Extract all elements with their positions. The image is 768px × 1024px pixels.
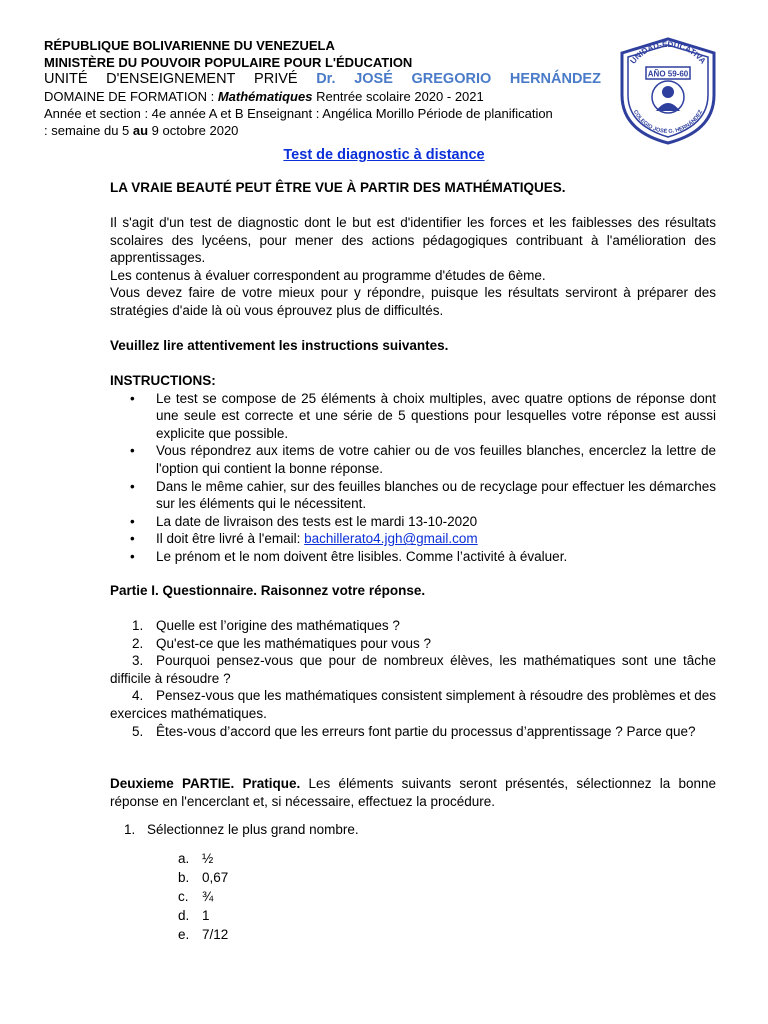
part1-heading: Partie I. Questionnaire. Raisonnez votre réponse. (110, 583, 426, 598)
question-item: 4. Pensez-vous que les mathématiques consistent simplement à résoudre des problèmes et des exercices mathématiques. (110, 688, 716, 721)
read-note: Veuillez lire attentivement les instructions suivantes. (110, 338, 449, 353)
instructions-section (110, 372, 716, 566)
svg-text:AÑO 59-60: AÑO 59-60 (647, 69, 689, 79)
email-link[interactable]: bachillerato4.jgh@gmail.com (304, 531, 478, 547)
list-item: • Vous répondrez aux items de votre cahier ou de vos feuilles blanches, encerclez la lettre de l'option qui contient la bonne réponse. (110, 442, 716, 477)
option-c[interactable]: c. ¾ (178, 889, 214, 904)
option-e[interactable]: e. 7/12 (178, 927, 229, 942)
instructions-heading: INSTRUCTIONS: (110, 373, 216, 388)
school-logo (614, 37, 722, 145)
list-item: • Dans le même cahier, sur des feuilles blanches ou de recyclage pour effectuer les démarches sur les éléments qui le nécessitent. (110, 478, 716, 513)
document-header (44, 37, 609, 139)
list-item: • La date de livraison des tests est le mardi 13-10-2020 (110, 513, 716, 531)
header-domain: DOMAINE DE FORMATION : Mathématiques Rentrée scolaire 2020 - 2021 (44, 89, 484, 104)
part2-intro: Deuxieme PARTIE. Pratique. Les éléments suivants seront présentés, sélectionnez la bonne réponse en l'encerclant et, si nécessaire, effectuez la procédure. (110, 776, 716, 809)
motto: LA VRAIE BEAUTÉ PEUT ÊTRE VUE À PARTIR DES MATHÉMATIQUES. (110, 180, 566, 195)
header-republic: RÉPUBLIQUE BOLIVARIENNE DU VENEZUELA (44, 38, 335, 53)
svg-text:COLEGIO JOSÉ G. HERNÁNDEZ: COLEGIO JOSÉ G. HERNÁNDEZ (631, 109, 705, 135)
header-year-section: Année et section : 4e année A et B Enseignant : Angélica Morillo Période de planification (44, 106, 553, 121)
intro-paragraph: Vous devez faire de votre mieux pour y répondre, puisque les résultats serviront à préparer des stratégies d'aide là où vous éprouvez plus de difficultés. (110, 285, 716, 318)
option-d[interactable]: d. 1 (178, 908, 210, 923)
answer-options (178, 849, 228, 944)
intro-paragraph: Les contenus à évaluer correspondent au programme d'études de 6ème. (110, 267, 546, 283)
question-item: 2. Qu'est-ce que les mathématiques pour vous ? (132, 635, 431, 651)
svg-text:UNIDAD-EDUCATIVA: UNIDAD-EDUCATIVA (628, 39, 708, 66)
option-a[interactable]: a. ½ (178, 851, 214, 866)
header-ministry: MINISTÈRE DU POUVOIR POPULAIRE POUR L'ÉDUCATION (44, 55, 413, 70)
intro-paragraph: Il s'agit d'un test de diagnostic dont le but est d'identifier les forces et les faiblesses des résultats scolaires des lycéens, pour mener des actions pédagogiques contribuant à l'amélioration des apprentissages. (110, 215, 716, 266)
list-item: • Le test se compose de 25 éléments à choix multiples, avec quatre options de réponse dont une seule est correcte et une série de 5 questions pour lesquelles votre réponse est aussi explicite que possible. (110, 390, 716, 443)
question-item: 5. Êtes-vous d’accord que les erreurs font partie du processus d’apprentissage ? Parce que? (132, 723, 696, 739)
question-item: 1. Quelle est l’origine des mathématiques ? (132, 618, 400, 633)
part1-questions (110, 617, 716, 740)
instructions-list (110, 390, 716, 566)
question-item: 3. Pourquoi pensez-vous que pour de nombreux élèves, les mathématiques sont une tâche difficile à résoudre ? (110, 653, 716, 686)
practice-question-1: 1. Sélectionnez le plus grand nombre. (124, 822, 359, 837)
header-week: : semaine du 5 au 9 octobre 2020 (44, 123, 239, 138)
option-b[interactable]: b. 0,67 (178, 870, 229, 885)
list-item: • Il doit être livré à l'email: bachillerato4.jgh@gmail.com (110, 530, 716, 548)
header-school-name: UNITÉ D'ENSEIGNEMENT PRIVÉ Dr. JOSÉ GREGORIO HERNÁNDEZ (44, 71, 601, 87)
list-item: • Le prénom et le nom doivent être lisibles. Comme l’activité à évaluer. (110, 548, 716, 566)
document-title: Test de diagnostic à distance (283, 147, 485, 163)
intro-section (110, 214, 716, 320)
